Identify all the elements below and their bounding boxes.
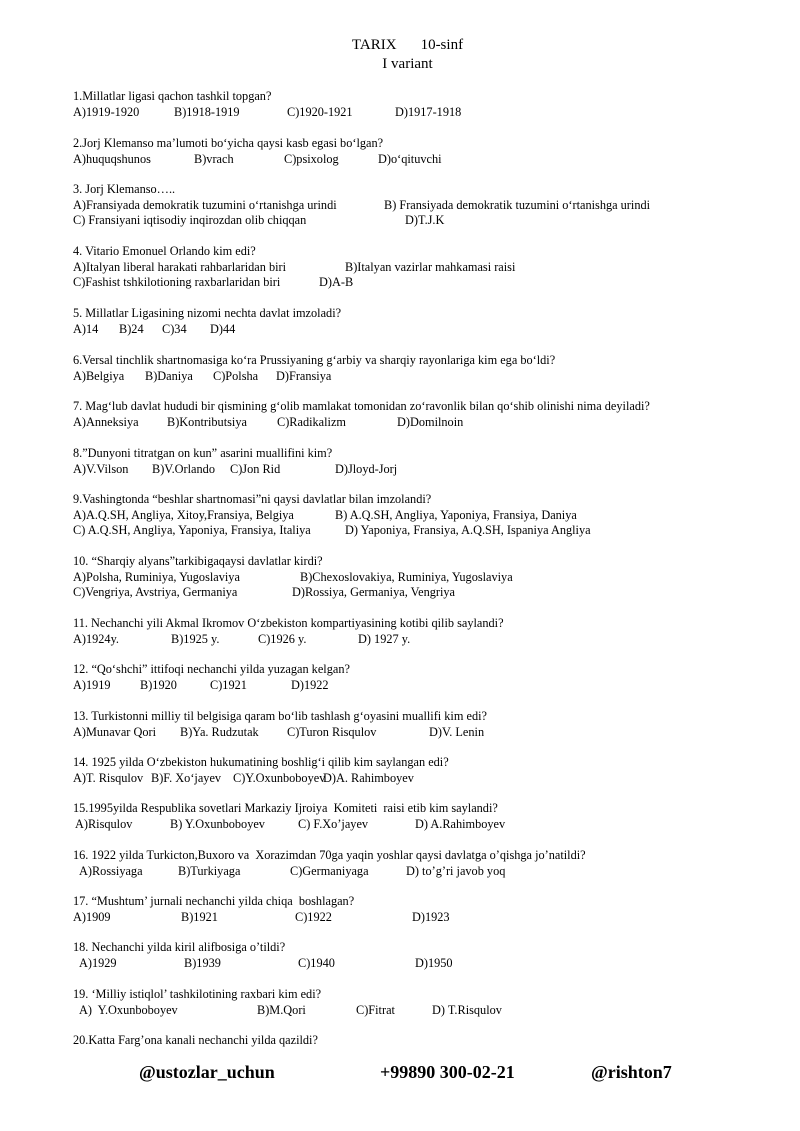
answer-option-b: B)Daniya [145, 368, 193, 383]
answer-option-b: B)Ya. Rudzutak [180, 724, 259, 739]
answer-option-a: C)Fashist tshkilotioning raxbarlaridan biri [73, 275, 281, 289]
answer-option-b: B)Italyan vazirlar mahkamasi raisi [345, 259, 516, 274]
question-7 [73, 399, 773, 430]
answer-option-c: C)1920-1921 [287, 104, 353, 119]
answer-option-b: B)V.Orlando [152, 461, 215, 476]
answer-option-d: D)1950 [415, 955, 453, 970]
answer-options-row [73, 105, 773, 121]
question-text: 19. ‘Milliy istiqlol’ tashkilotining raxbari kim edi? [73, 987, 322, 1001]
answer-option-b: D) Yaponiya, Fransiya, A.Q.SH, Ispaniya Angliya [345, 523, 591, 537]
question-17 [73, 894, 773, 925]
answer-options-row [73, 523, 773, 539]
question-text: 12. “Qo‘shchi” ittifoqi nechanchi yilda yuzagan kelgan? [73, 662, 350, 676]
answer-options-row [73, 864, 773, 880]
answer-option-c: C)Radikalizm [277, 414, 346, 429]
answer-option-a: A)1919 [73, 677, 111, 692]
answer-option-a: A)Belgiya [73, 368, 125, 383]
question-14 [73, 755, 773, 786]
answer-options-row [73, 678, 773, 694]
answer-option-a: A)14 [73, 321, 99, 336]
answer-option-d: D)V. Lenin [429, 724, 485, 739]
question-text: 17. “Mushtum’ jurnali nechanchi yilda chiqa boshlagan? [73, 894, 355, 908]
answer-options-row [73, 585, 773, 601]
answer-option-a: A)Anneksiya [73, 414, 139, 429]
answer-options-row [73, 275, 773, 291]
question-text: 11. Nechanchi yili Akmal Ikromov O‘zbekiston kompartiyasining kotibi qilib saylandi? [73, 616, 504, 630]
answer-option-d: D) T.Risqulov [432, 1002, 502, 1017]
answer-option-c: C)Germaniyaga [290, 863, 369, 878]
answer-option-a: A)Polsha, Ruminiya, Yugoslaviya [73, 569, 240, 584]
question-text: 5. Millatlar Ligasining nizomi nechta davlat imzoladi? [73, 306, 342, 320]
answer-option-b: B)24 [119, 321, 144, 336]
answer-option-a: C)Vengriya, Avstriya, Germaniya [73, 585, 238, 599]
question-10 [73, 554, 773, 601]
answer-option-b: D)A-B [319, 275, 354, 289]
answer-option-a: A)huquqshunos [73, 151, 151, 166]
answer-option-a: C) Fransiyani iqtisodiy inqirozdan olib chiqqan [73, 213, 307, 227]
answer-option-b: B)M.Qori [257, 1002, 306, 1017]
grade-label: 10-sinf [420, 37, 464, 53]
answer-option-c: C)1921 [210, 677, 247, 692]
answer-option-b: B)F. Xo‘jayev [151, 770, 222, 785]
question-3 [73, 182, 773, 229]
answer-option-b: B) Y.Oxunboboyev [170, 816, 265, 831]
question-text: 13. Turkistonni milliy til belgisiga qaram bo‘lib tashlash g‘oyasini muallifi kim edi? [73, 709, 487, 723]
answer-option-b: D)Rossiya, Germaniya, Vengriya [292, 585, 456, 599]
answer-option-d: D) A.Rahimboyev [415, 816, 506, 831]
answer-option-b: B)1921 [181, 909, 218, 924]
answer-options-row [73, 632, 773, 648]
answer-options-row [73, 462, 773, 478]
question-text: 18. Nechanchi yilda kiril alifbosiga o’tildi? [73, 940, 286, 954]
answer-option-d: D) 1927 y. [358, 631, 411, 646]
answer-option-d: D)Domilnoin [397, 414, 464, 429]
answer-option-c: C)1940 [298, 955, 335, 970]
answer-option-b: B)Turkiyaga [178, 863, 241, 878]
answer-option-d: D)Fransiya [276, 368, 332, 383]
answer-option-b: B)1918-1919 [174, 104, 240, 119]
answer-option-a: A)1924y. [73, 631, 119, 646]
answer-option-c: C) F.Xo’jayev [298, 816, 369, 831]
answer-option-a: A)Rossiyaga [79, 863, 143, 878]
answer-option-d: D)o‘qituvchi [378, 151, 442, 166]
question-text: 3. Jorj Klemanso….. [73, 182, 176, 196]
question-9 [73, 492, 773, 539]
question-8 [73, 446, 773, 477]
answer-option-a: A)V.Vilson [73, 461, 129, 476]
answer-option-a: A)Risqulov [75, 816, 133, 831]
answer-options-row [73, 213, 773, 229]
answer-option-c: C)1926 y. [258, 631, 307, 646]
answer-options-row [73, 725, 773, 741]
answer-option-d: D)44 [210, 321, 236, 336]
answer-option-b: B) Fransiyada demokratik tuzumini o‘rtanishga urindi [384, 197, 651, 212]
answer-option-b: B)1925 y. [171, 631, 220, 646]
question-text: 6.Versal tinchlik shartnomasiga ko‘ra Prussiyaning g‘arbiy va sharqiy rayonlariga kim ega bo‘ldi? [73, 353, 556, 367]
answer-option-d: D)A. Rahimboyev [323, 770, 414, 785]
answer-option-a: A) Y.Oxunboboyev [79, 1002, 178, 1017]
question-text: 9.Vashingtonda “beshlar shartnomasi”ni qaysi davlatlar bilan imzolandi? [73, 492, 432, 506]
answer-options-row [73, 369, 773, 385]
footer-telegram-left: @ustozlar_uchun [139, 1062, 275, 1082]
footer-phone: +99890 300-02-21 [380, 1062, 515, 1082]
answer-option-a: A)T. Risqulov [73, 770, 144, 785]
answer-options-row [73, 956, 773, 972]
variant-label: I variant [382, 56, 433, 72]
answer-options-row [73, 910, 773, 926]
question-text: 8.”Dunyoni titratgan on kun” asarini muallifini kim? [73, 446, 333, 460]
question-15 [73, 801, 773, 832]
answer-options-row [73, 817, 773, 833]
answer-option-d: D)1922 [291, 677, 329, 692]
answer-option-c: C)1922 [295, 909, 332, 924]
answer-option-b: B)Kontributsiya [167, 414, 247, 429]
answer-options-row [73, 415, 773, 431]
question-19 [73, 987, 773, 1018]
question-text: 15.1995yilda Respublika sovetlari Markaziy Ijroiya Komiteti raisi etib kim saylandi? [73, 801, 498, 815]
answer-option-a: A)1909 [73, 909, 111, 924]
question-1 [73, 89, 773, 120]
answer-option-d: D) to’g’ri javob yoq [406, 863, 506, 878]
answer-option-a: A)Munavar Qori [73, 724, 156, 739]
answer-option-a: A)1919-1920 [73, 104, 140, 119]
answer-option-d: D)1923 [412, 909, 450, 924]
question-text: 16. 1922 yilda Turkicton,Buxoro va Xorazimdan 70ga yaqin yoshlar qaysi davlatga o’qishga jo’natildi? [73, 848, 586, 862]
answer-option-b: B)vrach [194, 151, 234, 166]
answer-option-c: C)34 [162, 321, 187, 336]
answer-option-b: B)Chexoslovakiya, Ruminiya, Yugoslaviya [300, 569, 513, 584]
answer-option-b: B)1939 [184, 955, 221, 970]
question-13 [73, 709, 773, 740]
page-title [0, 36, 800, 55]
answer-option-b: B) A.Q.SH, Angliya, Yaponiya, Fransiya, Daniya [335, 507, 577, 522]
question-5 [73, 306, 773, 337]
question-text: 7. Mag‘lub davlat hududi bir qismining g‘olib mamlakat tomonidan zo‘ravonlik bilan qo‘shib olinishi nima deyiladi? [73, 399, 650, 413]
answer-option-a: A)Italyan liberal harakati rahbarlaridan biri [73, 259, 287, 274]
footer-telegram-right: @rishton7 [591, 1062, 672, 1082]
question-20 [73, 1033, 773, 1049]
question-2 [73, 136, 773, 167]
answer-option-c: C)Jon Rid [230, 461, 281, 476]
answer-option-a: A)Fransiyada demokratik tuzumini o‘rtanishga urindi [73, 197, 337, 212]
answer-options-row [73, 1003, 773, 1019]
answer-option-b: D)T.J.K [405, 213, 445, 227]
question-text: 20.Katta Farg’ona kanali nechanchi yilda qazildi? [73, 1033, 318, 1047]
question-text: 4. Vitario Emonuel Orlando kim edi? [73, 244, 256, 258]
answer-option-c: C)Turon Risqulov [287, 724, 377, 739]
footer [0, 1062, 800, 1086]
question-16 [73, 848, 773, 879]
question-11 [73, 616, 773, 647]
question-text: 2.Jorj Klemanso ma’lumoti bo‘yicha qaysi kasb egasi bo‘lgan? [73, 136, 384, 150]
answer-options-row [73, 322, 773, 338]
answer-options-row [73, 152, 773, 168]
answer-options-row [73, 771, 773, 787]
question-text: 10. “Sharqiy alyans”tarkibigaqaysi davlatlar kirdi? [73, 554, 323, 568]
answer-option-d: D)Jloyd-Jorj [335, 461, 398, 476]
question-text: 14. 1925 yilda O‘zbekiston hukumatining boshlig‘i qilib kim saylangan edi? [73, 755, 449, 769]
answer-option-c: C)psixolog [284, 151, 339, 166]
answer-option-c: C)Fitrat [356, 1002, 395, 1017]
answer-option-a: A)A.Q.SH, Angliya, Xitoy,Fransiya, Belgiya [73, 507, 294, 522]
answer-options-row [73, 198, 773, 214]
question-6 [73, 353, 773, 384]
answer-option-c: C)Polsha [213, 368, 259, 383]
answer-option-a: C) A.Q.SH, Angliya, Yaponiya, Fransiya, Italiya [73, 523, 311, 537]
question-4 [73, 244, 773, 291]
subject-label: TARIX [351, 37, 397, 53]
question-18 [73, 940, 773, 971]
answer-options-row [73, 570, 773, 586]
answer-option-c: C)Y.Oxunboboyev [233, 770, 326, 785]
question-12 [73, 662, 773, 693]
answer-options-row [73, 508, 773, 524]
question-text: 1.Millatlar ligasi qachon tashkil topgan? [73, 89, 272, 103]
answer-option-b: B)1920 [140, 677, 177, 692]
answer-option-a: A)1929 [79, 955, 117, 970]
answer-options-row [73, 260, 773, 276]
answer-option-d: D)1917-1918 [395, 104, 462, 119]
